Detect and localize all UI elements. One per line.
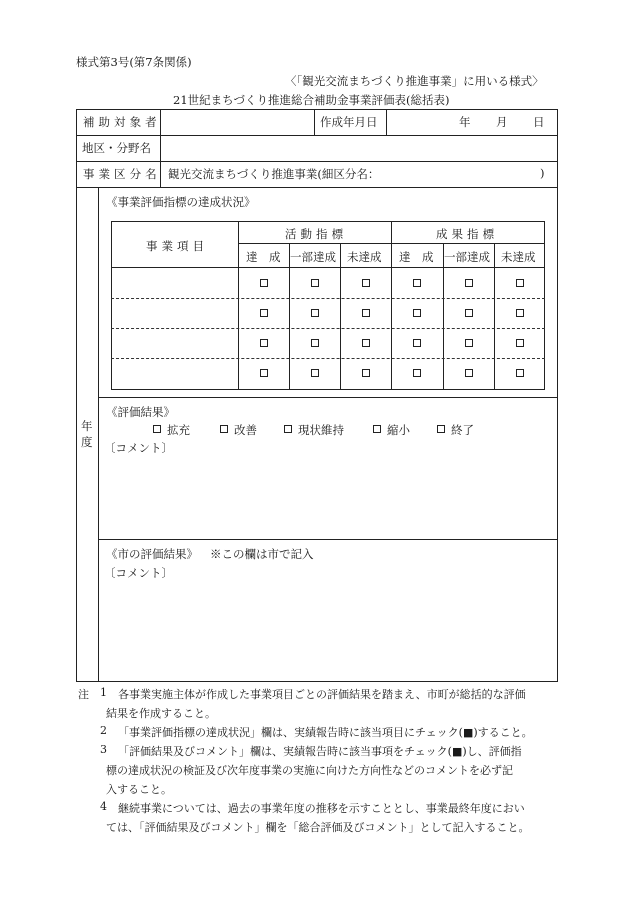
achievement-checkbox[interactable]: [413, 339, 421, 347]
note-number: 3: [100, 743, 107, 756]
sub-header: 達 成: [246, 250, 281, 264]
achievement-checkbox[interactable]: [311, 309, 319, 317]
item-cell[interactable]: [112, 330, 237, 357]
note-text: 「事業評価指標の達成状況」欄は、実績報告時に該当項目にチェック(■)すること。: [118, 726, 533, 739]
city-comment-field[interactable]: [104, 582, 554, 678]
note-text: 継続事業については、過去の事業年度の推移を示すこととし、事業最終年度におい: [118, 802, 525, 815]
option-label: 縮小: [387, 423, 410, 437]
option-checkbox[interactable]: [437, 425, 445, 433]
note-text: ては、「評価結果及びコメント」欄を「総合評価及びコメント」として記入すること。: [106, 821, 530, 834]
option-checkbox[interactable]: [220, 425, 228, 433]
city-evaluation-note: ※この欄は市で記入: [210, 547, 314, 561]
achievement-checkbox[interactable]: [311, 339, 319, 347]
category-label: 事業区分名: [83, 167, 161, 181]
city-evaluation-heading: 《市の評価結果》: [106, 547, 198, 561]
form-number: 様式第3号(第7条関係): [76, 55, 192, 69]
sub-header: 達 成: [399, 250, 434, 264]
note-text: 各事業実施主体が作成した事業項目ごとの評価結果を踏まえ、市町が総括的な評価: [118, 688, 526, 701]
sub-header: 未達成: [501, 250, 536, 264]
achievement-checkbox[interactable]: [465, 279, 473, 287]
notes-label: 注: [78, 688, 89, 701]
option-label: 現状維持: [298, 423, 344, 437]
subcategory-field[interactable]: [385, 162, 535, 186]
achievement-checkbox[interactable]: [465, 339, 473, 347]
achievement-checkbox[interactable]: [516, 339, 524, 347]
achievement-checkbox[interactable]: [413, 279, 421, 287]
subsidy-target-label: 補助対象者: [83, 115, 161, 129]
sub-header: 一部達成: [290, 250, 336, 264]
category-close: ): [540, 166, 545, 180]
year-label: 年: [459, 115, 471, 129]
note-number: 1: [100, 686, 107, 699]
month-label: 月: [496, 115, 508, 129]
creation-date-field[interactable]: [387, 110, 557, 134]
note-text: 入すること。: [106, 783, 172, 796]
achievement-checkbox[interactable]: [311, 369, 319, 377]
item-cell[interactable]: [112, 360, 237, 389]
evaluation-comment-label: 〔コメント〕: [104, 441, 173, 455]
form-title: 21世紀まちづくり推進総合補助金事業評価表(総括表): [173, 93, 450, 107]
sub-header: 未達成: [347, 250, 382, 264]
option-checkbox[interactable]: [373, 425, 381, 433]
achievement-heading: 《事業評価指標の達成状況》: [106, 195, 256, 209]
option-label: 改善: [234, 423, 257, 437]
achievement-checkbox[interactable]: [362, 309, 370, 317]
achievement-checkbox[interactable]: [465, 309, 473, 317]
achievement-checkbox[interactable]: [311, 279, 319, 287]
day-label: 日: [533, 115, 545, 129]
evaluation-heading: 《評価結果》: [106, 405, 175, 419]
achievement-checkbox[interactable]: [413, 309, 421, 317]
option-checkbox[interactable]: [284, 425, 292, 433]
option-label: 拡充: [167, 423, 190, 437]
option-checkbox[interactable]: [153, 425, 161, 433]
achievement-checkbox[interactable]: [362, 339, 370, 347]
item-header: 事業項目: [146, 239, 209, 253]
achievement-checkbox[interactable]: [516, 369, 524, 377]
creation-date-label: 作成年月日: [320, 115, 378, 129]
achievement-checkbox[interactable]: [516, 279, 524, 287]
subsidy-target-field[interactable]: [161, 110, 313, 134]
outcome-header: 成果指標: [436, 227, 499, 241]
achievement-checkbox[interactable]: [465, 369, 473, 377]
item-cell[interactable]: [112, 269, 237, 297]
option-label: 終了: [451, 423, 474, 437]
activity-header: 活動指標: [285, 227, 348, 241]
note-text: 「評価結果及びコメント」欄は、実績報告時に該当事項をチェック(■)し、評価指: [118, 745, 522, 758]
achievement-checkbox[interactable]: [516, 309, 524, 317]
note-text: 結果を作成すること。: [106, 707, 216, 720]
year-side-label: 年度: [81, 419, 93, 449]
district-field[interactable]: [161, 136, 557, 160]
evaluation-comment-field[interactable]: [104, 456, 554, 536]
note-number: 4: [100, 800, 107, 813]
achievement-checkbox[interactable]: [362, 369, 370, 377]
achievement-checkbox[interactable]: [260, 339, 268, 347]
category-value: 観光交流まちづくり推進事業(細区分名：: [168, 167, 380, 181]
achievement-checkbox[interactable]: [260, 309, 268, 317]
achievement-checkbox[interactable]: [260, 279, 268, 287]
city-comment-label: 〔コメント〕: [104, 566, 173, 580]
achievement-checkbox[interactable]: [260, 369, 268, 377]
district-label: 地区・分野名: [82, 141, 151, 155]
note-number: 2: [100, 724, 107, 737]
sub-header: 一部達成: [444, 250, 490, 264]
usage-note: 〈「観光交流まちづくり推進事業」に用いる様式〉: [285, 74, 544, 88]
achievement-checkbox[interactable]: [413, 369, 421, 377]
achievement-checkbox[interactable]: [362, 279, 370, 287]
item-cell[interactable]: [112, 300, 237, 327]
note-text: 標の達成状況の検証及び次年度事業の実施に向けた方向性などのコメントを必ず記: [106, 764, 513, 777]
